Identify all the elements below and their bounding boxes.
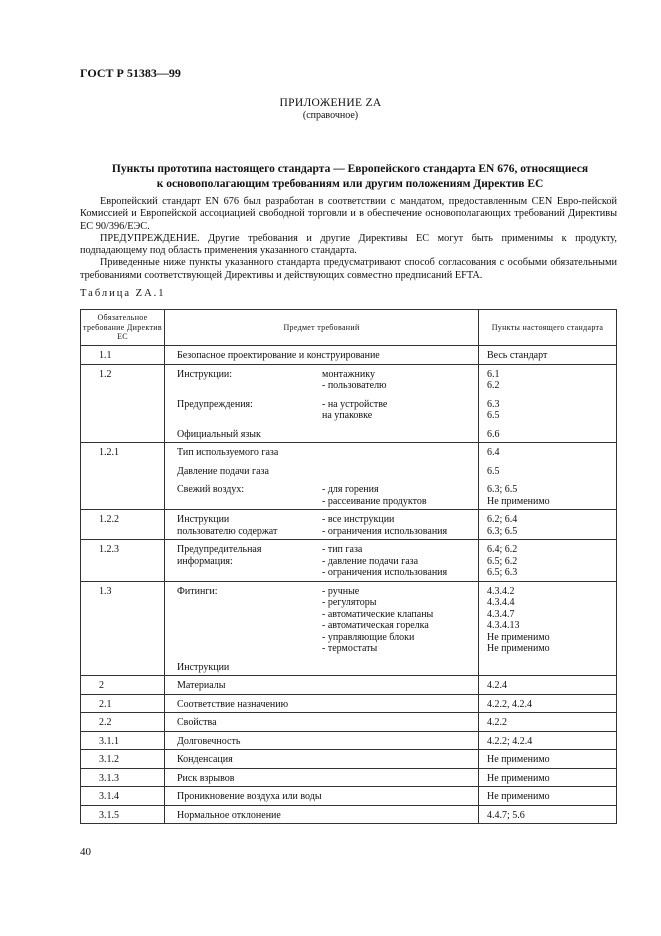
subject-detail: - пользователю <box>322 380 387 391</box>
clause-reference: 6.4 <box>487 447 500 458</box>
subject-text: Соответствие назначению <box>177 698 289 710</box>
subject-category: Предупредительная <box>177 544 262 555</box>
clause-reference: 6.5; 6.3 <box>487 567 518 578</box>
annex-subtitle: (справочное) <box>302 110 359 121</box>
subject-line <box>165 544 478 556</box>
standard-clauses <box>479 750 617 769</box>
subject-detail: - тип газа <box>322 544 363 555</box>
subject-category: Инструкции <box>177 514 230 525</box>
requirement-code: 3.1.5 <box>81 805 165 824</box>
subject-text: Конденсация <box>177 754 233 765</box>
subject-line <box>165 399 478 411</box>
table-caption: Таблица ZA.1 <box>80 288 166 299</box>
section-heading-line: к основополагающим требованиям или другим положениям Директив ЕС <box>156 178 544 190</box>
subject-category <box>165 496 322 508</box>
subject-line <box>165 556 478 568</box>
standard-clauses <box>479 581 617 676</box>
subject-category <box>165 632 322 644</box>
table-header-row <box>81 310 617 346</box>
table-row <box>81 713 617 732</box>
requirement-subject <box>165 768 479 787</box>
requirement-subject <box>165 346 479 365</box>
standard-clauses <box>479 768 617 787</box>
document-header: ГОСТ Р 51383—99 <box>80 66 181 80</box>
subject-line <box>165 632 478 644</box>
subject-category <box>165 597 322 609</box>
clause-reference: 4.2.4 <box>487 680 507 691</box>
clause-reference: Не применимо <box>487 791 550 802</box>
standard-clauses <box>479 713 617 732</box>
subject-line <box>165 369 478 381</box>
requirement-code: 3.1.4 <box>81 787 165 806</box>
clause-reference: 4.4.7; 5.6 <box>487 809 525 821</box>
table-row <box>81 581 617 676</box>
clause-reference: Весь стандарт <box>487 350 548 361</box>
subject-detail: на упаковке <box>322 410 373 421</box>
clause-reference: 6.4; 6.2 <box>487 544 518 555</box>
subject-category: информация: <box>177 555 233 567</box>
subject-category <box>165 620 322 632</box>
table-row <box>81 676 617 695</box>
subject-line <box>165 643 478 655</box>
standard-clauses <box>479 694 617 713</box>
standard-clauses <box>479 443 617 510</box>
requirement-code: 3.1.2 <box>81 750 165 769</box>
clause-reference: 4.3.4.13 <box>487 620 520 631</box>
section-heading <box>80 162 620 192</box>
clause-reference: 6.3; 6.5 <box>487 484 518 495</box>
subject-line <box>165 496 478 508</box>
clause-reference: 6.6 <box>487 428 500 440</box>
subject-detail: - ограничения использования <box>322 525 448 537</box>
subject-text: Нормальное отклонение <box>177 809 281 821</box>
subject-detail: - управляющие блоки <box>322 631 415 643</box>
subject-text: Официальный язык <box>177 428 261 440</box>
subject-category: Свежий воздух: <box>177 484 245 495</box>
subject-line <box>165 586 478 598</box>
table-row <box>81 364 617 443</box>
requirement-code: 1.1 <box>81 346 165 365</box>
table-row <box>81 805 617 824</box>
subject-detail: монтажнику <box>322 368 375 380</box>
subject-category: пользователю содержат <box>177 525 278 537</box>
subject-detail: - на устройстве <box>322 398 388 410</box>
requirement-code: 1.2 <box>81 364 165 443</box>
subject-line <box>165 484 478 496</box>
subject-category <box>165 567 322 579</box>
subject-text: Проникновение воздуха или воды <box>177 791 322 802</box>
table-row <box>81 694 617 713</box>
standard-clauses <box>479 731 617 750</box>
clause-reference: 6.3; 6.5 <box>487 525 518 537</box>
clause-reference: 6.5 <box>487 465 500 477</box>
subject-detail: - ограничения использования <box>322 567 448 578</box>
annex-title: ПРИЛОЖЕНИЕ ZA <box>279 97 382 109</box>
requirement-code: 2 <box>81 676 165 695</box>
annex-block <box>0 97 661 121</box>
requirement-code: 3.1.1 <box>81 731 165 750</box>
subject-line <box>165 380 478 392</box>
clause-reference: 6.2 <box>487 380 500 391</box>
clause-reference: Не применимо <box>487 754 550 765</box>
subject-text: Безопасное проектирование и конструирование <box>177 350 380 361</box>
subject-detail: - давление подачи газа <box>322 555 419 567</box>
table-row <box>81 731 617 750</box>
subject-text: Инструкции <box>177 661 230 673</box>
subject-text: Риск взрывов <box>177 772 235 784</box>
clause-reference: 6.5; 6.2 <box>487 555 518 567</box>
subject-detail: - автоматические клапаны <box>322 608 434 620</box>
subject-category: Фитинги: <box>177 585 218 597</box>
section-heading-line: Пункты прототипа настоящего стандарта — Европейского стандарта EN 676, относящиеся <box>111 163 589 175</box>
column-header: Обязательное требование Директив ЕС <box>81 310 165 346</box>
table-row <box>81 510 617 540</box>
clause-reference: 6.3 <box>487 398 500 410</box>
requirement-subject <box>165 443 479 510</box>
requirement-code: 1.2.2 <box>81 510 165 540</box>
clause-reference: Не применимо <box>487 631 550 643</box>
subject-category <box>165 643 322 655</box>
requirement-subject <box>165 676 479 695</box>
standard-clauses <box>479 364 617 443</box>
clause-reference: 6.5 <box>487 410 500 421</box>
subject-line <box>165 597 478 609</box>
clause-reference: 4.3.4.7 <box>487 608 515 620</box>
subject-line <box>165 567 478 579</box>
requirement-code: 2.2 <box>81 713 165 732</box>
table-row <box>81 540 617 582</box>
paragraph: Европейский стандарт EN 676 был разработан в соответствии с мандатом, предоставленным CEN Евро-пейской Комиссией и Европейской ассоциацией свободной торговли и в обеспечение основополагающих требований Директивы ЕС 90/396/ЕЭС. <box>80 196 617 232</box>
requirement-subject <box>165 750 479 769</box>
standard-clauses <box>479 540 617 582</box>
requirement-subject <box>165 787 479 806</box>
table-row <box>81 346 617 365</box>
table-row <box>81 750 617 769</box>
subject-line <box>165 514 478 526</box>
clause-reference: Не применимо <box>487 643 550 654</box>
subject-text: Материалы <box>177 680 226 691</box>
column-header: Пункты настоящего стандарта <box>479 310 617 346</box>
clause-reference: Не применимо <box>487 772 550 784</box>
standard-clauses <box>479 676 617 695</box>
requirement-subject <box>165 540 479 582</box>
clause-reference: 4.2.2, 4.2.4 <box>487 698 532 710</box>
requirement-code: 1.3 <box>81 581 165 676</box>
subject-text: Свойства <box>177 717 217 728</box>
subject-line <box>165 620 478 632</box>
table-row <box>81 443 617 510</box>
requirement-subject <box>165 510 479 540</box>
subject-category <box>165 380 322 392</box>
subject-category: Инструкции: <box>177 368 233 380</box>
subject-detail: - для горения <box>322 484 379 495</box>
paragraph: Приведенные ниже пункты указанного стандарта предусматривают способ согласования с особыми обязательными требованиями соответствующей Директивы и действующих совместно предписаний EFTA. <box>80 257 617 281</box>
subject-detail: - ручные <box>322 585 360 597</box>
standard-clauses <box>479 787 617 806</box>
subject-text: Тип используемого газа <box>177 447 279 458</box>
requirement-subject <box>165 364 479 443</box>
standard-clauses <box>479 805 617 824</box>
clause-reference: 4.2.2; 4.2.4 <box>487 735 533 747</box>
clause-reference: 6.2; 6.4 <box>487 514 518 525</box>
requirement-code: 1.2.3 <box>81 540 165 582</box>
subject-text: Давление подачи газа <box>177 465 269 477</box>
requirement-code: 1.2.1 <box>81 443 165 510</box>
subject-category: Предупреждения: <box>177 398 253 410</box>
page-number: 40 <box>80 846 91 858</box>
clause-reference: 4.2.2 <box>487 717 507 728</box>
clause-reference <box>487 662 616 674</box>
standard-clauses <box>479 510 617 540</box>
subject-line <box>165 609 478 621</box>
subject-detail: - рассеивание продуктов <box>322 495 427 507</box>
requirement-code: 2.1 <box>81 694 165 713</box>
requirement-subject <box>165 694 479 713</box>
subject-line <box>165 410 478 422</box>
clause-reference: Не применимо <box>487 495 550 507</box>
requirements-table <box>80 309 617 824</box>
subject-detail: - термостаты <box>322 643 378 654</box>
body-text <box>80 196 617 282</box>
requirement-subject <box>165 713 479 732</box>
subject-category <box>165 410 322 422</box>
subject-category <box>165 609 322 621</box>
subject-line <box>165 526 478 538</box>
requirement-code: 3.1.3 <box>81 768 165 787</box>
standard-clauses <box>479 346 617 365</box>
paragraph: ПРЕДУПРЕЖДЕНИЕ. Другие требования и другие Директивы ЕС могут быть применимы к продукту, подпадающему под область применения указанного стандарта. <box>80 232 617 257</box>
subject-text: Долговечность <box>177 735 241 747</box>
clause-reference: 4.3.4.2 <box>487 585 515 597</box>
clause-reference: 4.3.4.4 <box>487 597 515 608</box>
requirement-subject <box>165 581 479 676</box>
subject-detail: - все инструкции <box>322 514 395 525</box>
column-header: Предмет требований <box>165 310 479 346</box>
requirement-subject <box>165 731 479 750</box>
subject-detail: - автоматическая горелка <box>322 620 429 631</box>
requirement-subject <box>165 805 479 824</box>
subject-detail: - регуляторы <box>322 597 377 608</box>
table-row <box>81 787 617 806</box>
clause-reference: 6.1 <box>487 368 500 380</box>
table-row <box>81 768 617 787</box>
